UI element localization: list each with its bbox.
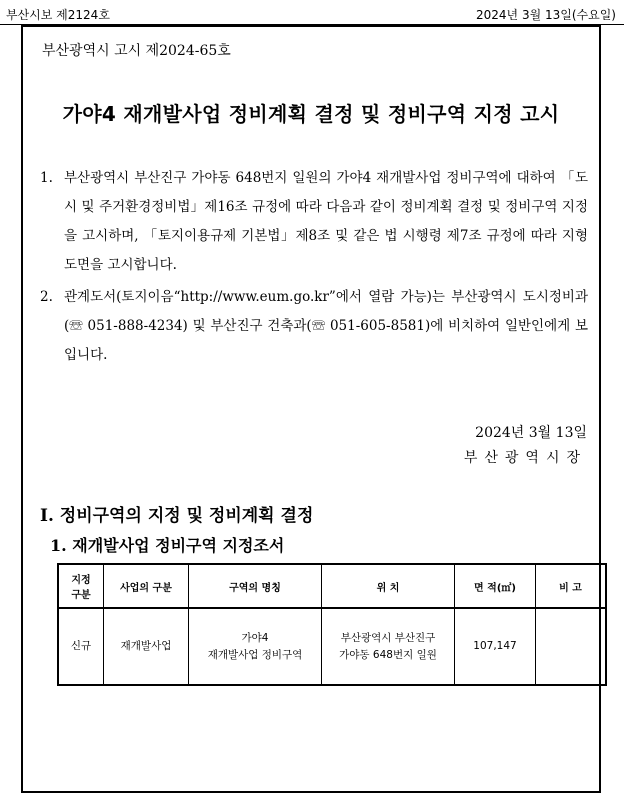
- notice-issuer: 부산광역시장: [463, 450, 587, 466]
- notice-paragraph-2: [40, 283, 588, 370]
- notice-date: 2024년 3월 13일: [475, 425, 587, 441]
- paragraph-text: 부산광역시 부산진구 가야동 648번지 일원의 가야4 재개발사업 정비구역에 대하여 「도시 및 주거환경정비법」제16조 규정에 따라 다음과 같이 정비계획 결정 및 정비구역 지정을 고시하며, 「토지이용규제 기본법」제8조 및 같은 법 시행령 제7조 규정에 따라 지형도면을 고시합니다.: [64, 170, 588, 273]
- cell-line: 재개발사업 정비구역: [207, 648, 303, 661]
- paragraph-text: 관계도서(토지이음“http://www.eum.go.kr”에서 열람 가능)는 부산광역시 도시정비과(☏ 051-888-4234) 및 부산진구 건축과(☏ 051-605-8581)에 비치하여 일반인에게 보입니다.: [64, 289, 588, 363]
- table-cell: 107,147: [455, 608, 536, 685]
- column-header: 면 적(㎡): [455, 564, 536, 608]
- column-header: [58, 564, 104, 608]
- cell-line: 부산광역시 부산진구: [340, 631, 436, 644]
- table-row: [58, 608, 606, 685]
- sub-heading: 1. 재개발사업 정비구역 지정조서: [50, 536, 285, 555]
- paragraph-number: 2.: [40, 289, 53, 305]
- table-cell: [322, 608, 455, 685]
- gazette-issue: 부산시보 제2124호: [6, 8, 110, 22]
- notice-number: 부산광역시 고시 제2024-65호: [42, 43, 231, 59]
- table-cell: 신규: [58, 608, 104, 685]
- cell-line: 가야동 648번지 일원: [339, 648, 437, 661]
- column-header: 위 치: [322, 564, 455, 608]
- header-line: 구분: [71, 590, 91, 601]
- paragraph-number: 1.: [40, 170, 53, 186]
- designation-table: [57, 563, 607, 686]
- notice-title: 가야4 재개발사업 정비계획 결정 및 정비구역 지정 고시: [62, 102, 560, 126]
- table-cell: [536, 608, 607, 685]
- column-header: 구역의 명칭: [189, 564, 322, 608]
- notice-paragraph-1: [40, 164, 588, 280]
- cell-line: 가야4: [241, 631, 269, 644]
- column-header: 비 고: [536, 564, 607, 608]
- table-header-row: [58, 564, 606, 608]
- running-header: [6, 7, 616, 23]
- header-line: 지정: [71, 575, 91, 586]
- section-heading: I. 정비구역의 지정 및 정비계획 결정: [40, 506, 314, 526]
- table-cell: 재개발사업: [104, 608, 189, 685]
- table-cell: [189, 608, 322, 685]
- gazette-date: 2024년 3월 13일(수요일): [476, 8, 616, 22]
- column-header: 사업의 구분: [104, 564, 189, 608]
